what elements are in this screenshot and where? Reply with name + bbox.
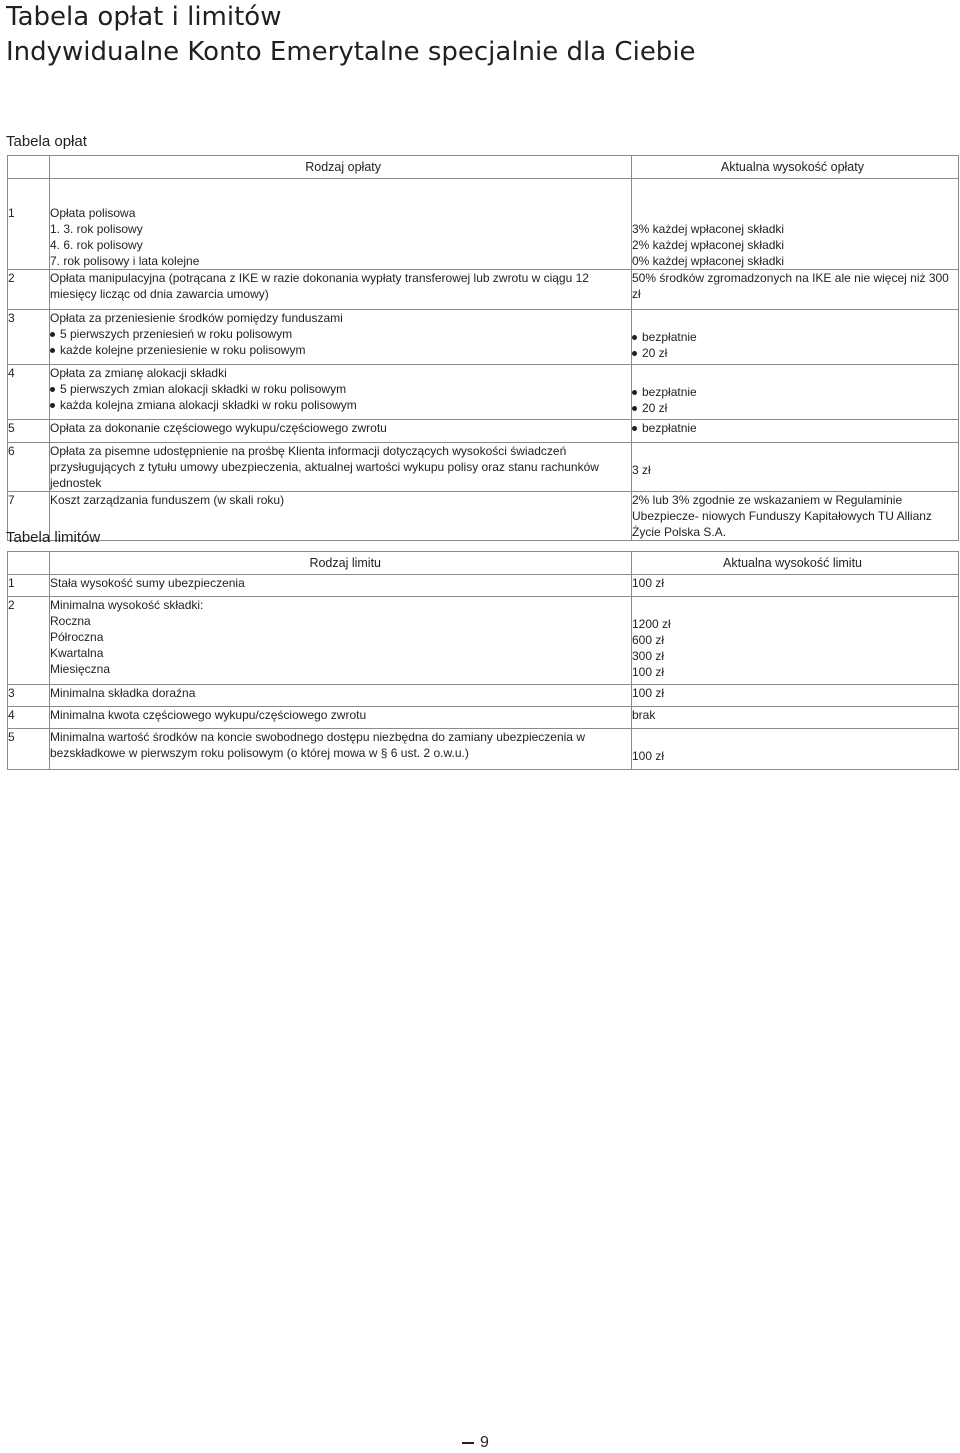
limit-cell — [50, 597, 632, 685]
fee-value-cell — [632, 420, 959, 443]
fee-value-cell — [632, 365, 959, 420]
table-row — [8, 443, 959, 492]
fee-bullet-item: 5 pierwszych zmian alokacji składki w roku polisowym — [50, 381, 631, 397]
table-row — [8, 179, 959, 270]
fee-cell — [50, 310, 632, 365]
limit-value: 300 zł — [632, 649, 665, 663]
fee-value: bezpłatnie — [632, 384, 958, 400]
fee-value: 2% każdej wpłaconej składki — [632, 238, 785, 252]
fee-cell — [50, 365, 632, 420]
header-limit-value: Aktualna wysokość limitu — [632, 552, 959, 575]
fee-value: 2% lub 3% zgodnie ze wskazaniem w Regulaminie Ubezpiecze- niowych Funduszy Kapitałowych TU Allianz Życie Polska S.A. — [632, 492, 959, 541]
limit-label: Stała wysokość sumy ubezpieczenia — [50, 575, 632, 597]
fee-value: bezpłatnie — [632, 420, 958, 436]
row-number: 3 — [8, 310, 50, 365]
limit-label: Minimalna wartość środków na koncie swobodnego dostępu niezbędna do zamiany ubezpieczenia w bezskładkowe w pierwszym roku polisowym (o której mowa w § 6 ust. 2 o.w.u.) — [50, 729, 632, 770]
fee-value-cell — [632, 179, 959, 270]
fee-value: 0% każdej wpłaconej składki — [632, 254, 785, 268]
row-number: 3 — [8, 685, 50, 707]
fee-label: Opłata za pisemne udostępnienie na prośbę Klienta informacji dotyczących wysokości świadczeń przysługujących z tytułu umowy ubezpieczenia, aktualnej wartości wykupu polisy oraz stanu rachunków jednostek — [50, 443, 632, 492]
table-row — [8, 270, 959, 310]
header-num-cell — [8, 156, 50, 179]
row-number: 2 — [8, 270, 50, 310]
limit-value: 100 zł — [632, 665, 665, 679]
limit-value: 100 zł — [632, 685, 959, 707]
fee-label: Opłata za dokonanie częściowego wykupu/częściowego zwrotu — [50, 420, 632, 443]
header-fee-type: Rodzaj opłaty — [50, 156, 632, 179]
fee-value: 50% środków zgromadzonych na IKE ale nie więcej niż 300 zł — [632, 270, 959, 310]
table-row — [8, 310, 959, 365]
fee-label: Opłata polisowa — [50, 206, 136, 220]
limit-value: 600 zł — [632, 633, 665, 647]
fee-bullet-item: 5 pierwszych przeniesień w roku polisowym — [50, 326, 631, 342]
limit-label: Minimalna składka doraźna — [50, 685, 632, 707]
row-number: 1 — [8, 179, 50, 270]
row-number: 2 — [8, 597, 50, 685]
fee-value: 20 zł — [632, 345, 958, 361]
limit-sub-item: Miesięczna — [50, 662, 111, 676]
limit-value: 100 zł — [632, 575, 959, 597]
header-limit-type: Rodzaj limitu — [50, 552, 632, 575]
fee-value: bezpłatnie — [632, 329, 958, 345]
row-number: 6 — [8, 443, 50, 492]
fee-value: 3% każdej wpłaconej składki — [632, 222, 785, 236]
table-row — [8, 685, 959, 707]
limit-sub-item: Kwartalna — [50, 646, 104, 660]
fee-label: Koszt zarządzania funduszem (w skali roku) — [50, 492, 632, 541]
fee-value-cell — [632, 310, 959, 365]
row-number: 4 — [8, 365, 50, 420]
row-number: 4 — [8, 707, 50, 729]
fee-sub-item: 7. rok polisowy i lata kolejne — [50, 254, 200, 268]
row-number: 5 — [8, 729, 50, 770]
page-number — [462, 1433, 489, 1453]
row-number: 1 — [8, 575, 50, 597]
fees-section-title: Tabela opłat — [6, 133, 87, 150]
table-row — [8, 420, 959, 443]
limit-value-cell — [632, 597, 959, 685]
table-header-row — [8, 552, 959, 575]
limit-value: 1200 zł — [632, 617, 671, 631]
table-row — [8, 365, 959, 420]
table-row — [8, 707, 959, 729]
limit-value: 100 zł — [632, 729, 959, 770]
limit-label: Minimalna wysokość składki: — [50, 598, 204, 612]
fee-label: Opłata za przeniesienie środków pomiędzy funduszami — [50, 311, 343, 325]
limit-value: brak — [632, 707, 959, 729]
fee-value: 3 zł — [632, 443, 959, 492]
limit-sub-item: Półroczna — [50, 630, 104, 644]
fee-label: Opłata za zmianę alokacji składki — [50, 366, 227, 380]
limits-section-title: Tabela limitów — [6, 529, 101, 546]
limits-table — [7, 551, 959, 770]
row-number: 5 — [8, 420, 50, 443]
fee-value: 20 zł — [632, 400, 958, 416]
fee-label: Opłata manipulacyjna (potrącana z IKE w razie dokonania wypłaty transferowej lub zwrotu w ciągu 12 miesięcy licząc od dnia zawarcia umowy) — [50, 270, 632, 310]
fee-cell — [50, 179, 632, 270]
page-subtitle: Indywidualne Konto Emerytalne specjalnie dla Ciebie — [6, 37, 696, 67]
fee-sub-item: 1. 3. rok polisowy — [50, 222, 143, 236]
fee-bullet-item: każda kolejna zmiana alokacji składki w roku polisowym — [50, 397, 631, 413]
table-row — [8, 729, 959, 770]
limit-sub-item: Roczna — [50, 614, 91, 628]
page-number-text: 9 — [480, 1434, 489, 1451]
page-number-dash — [462, 1442, 474, 1444]
limit-label: Minimalna kwota częściowego wykupu/częściowego zwrotu — [50, 707, 632, 729]
row-number: 7 — [8, 492, 50, 541]
header-fee-value: Aktualna wysokość opłaty — [632, 156, 959, 179]
fees-table — [7, 155, 959, 541]
header-num-cell — [8, 552, 50, 575]
table-header-row — [8, 156, 959, 179]
fee-sub-item: 4. 6. rok polisowy — [50, 238, 143, 252]
table-row — [8, 492, 959, 541]
table-row — [8, 597, 959, 685]
page-title: Tabela opłat i limitów — [6, 2, 282, 32]
fee-bullet-item: każde kolejne przeniesienie w roku polisowym — [50, 342, 631, 358]
table-row — [8, 575, 959, 597]
